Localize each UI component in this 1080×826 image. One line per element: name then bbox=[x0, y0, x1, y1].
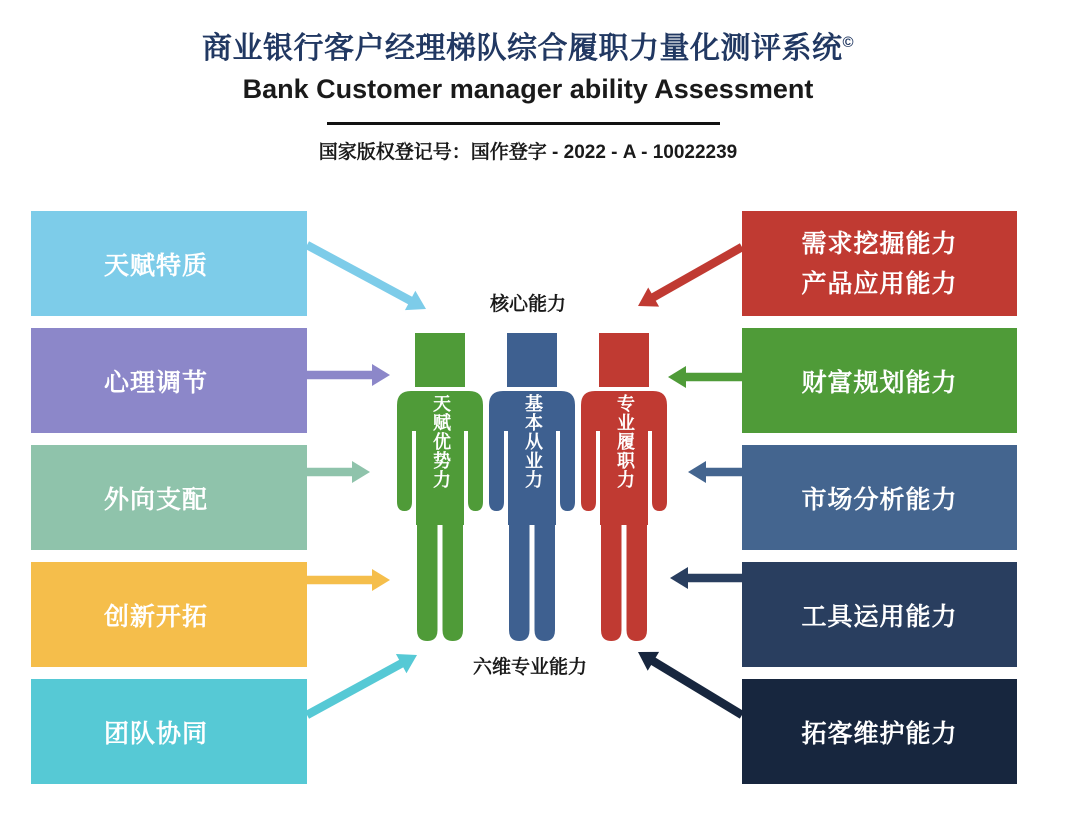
arrow-psych-adjustment bbox=[307, 364, 390, 386]
arrow-tool-application bbox=[670, 567, 742, 589]
core-ability-label: 核心能力 bbox=[489, 294, 566, 315]
figure-talent-advantage-label: 天赋优势力 bbox=[431, 394, 451, 489]
right-box-wealth-planning-label: 财富规划能力 bbox=[801, 368, 958, 397]
figure-professional-performance-label: 专业履职力 bbox=[615, 394, 635, 489]
arrow-wealth-planning bbox=[668, 366, 742, 388]
arrow-market-analysis bbox=[688, 461, 742, 483]
left-box-innovation-pioneering-label: 创新开拓 bbox=[103, 602, 208, 631]
copyright-mark: © bbox=[842, 34, 855, 51]
page-title-text: 商业银行客户经理梯队综合履职力量化测评系统 bbox=[201, 32, 843, 65]
six-dimension-label: 六维专业能力 bbox=[472, 657, 587, 678]
copyright-registration: 国家版权登记号：国作登字 - 2022 - A - 10022239 bbox=[318, 142, 738, 163]
left-box-psych-adjustment-label: 心理调节 bbox=[103, 368, 208, 397]
arrow-extroversion bbox=[307, 461, 370, 483]
right-box-market-analysis-label: 市场分析能力 bbox=[801, 485, 958, 514]
arrow-demand-product bbox=[638, 247, 742, 307]
arrow-talent-traits bbox=[307, 245, 426, 310]
right-box-demand-mining-label: 需求挖掘能力 bbox=[801, 229, 958, 258]
figure-basic-professional-label: 基本从业力 bbox=[523, 394, 543, 489]
arrow-innovation bbox=[307, 569, 390, 591]
right-box-customer-maintenance-label: 拓客维护能力 bbox=[801, 719, 958, 748]
left-box-extroversion-dominance-label: 外向支配 bbox=[103, 485, 208, 514]
arrow-team-collaboration bbox=[307, 654, 417, 715]
right-box-tool-application-label: 工具运用能力 bbox=[801, 602, 958, 631]
left-box-team-collaboration-label: 团队协同 bbox=[103, 719, 208, 748]
page-subtitle: Bank Customer manager ability Assessment bbox=[242, 74, 814, 104]
arrow-customer-maint bbox=[638, 652, 742, 715]
right-box-product-application-label: 产品应用能力 bbox=[801, 269, 958, 298]
left-box-talent-traits-label: 天赋特质 bbox=[103, 251, 208, 280]
